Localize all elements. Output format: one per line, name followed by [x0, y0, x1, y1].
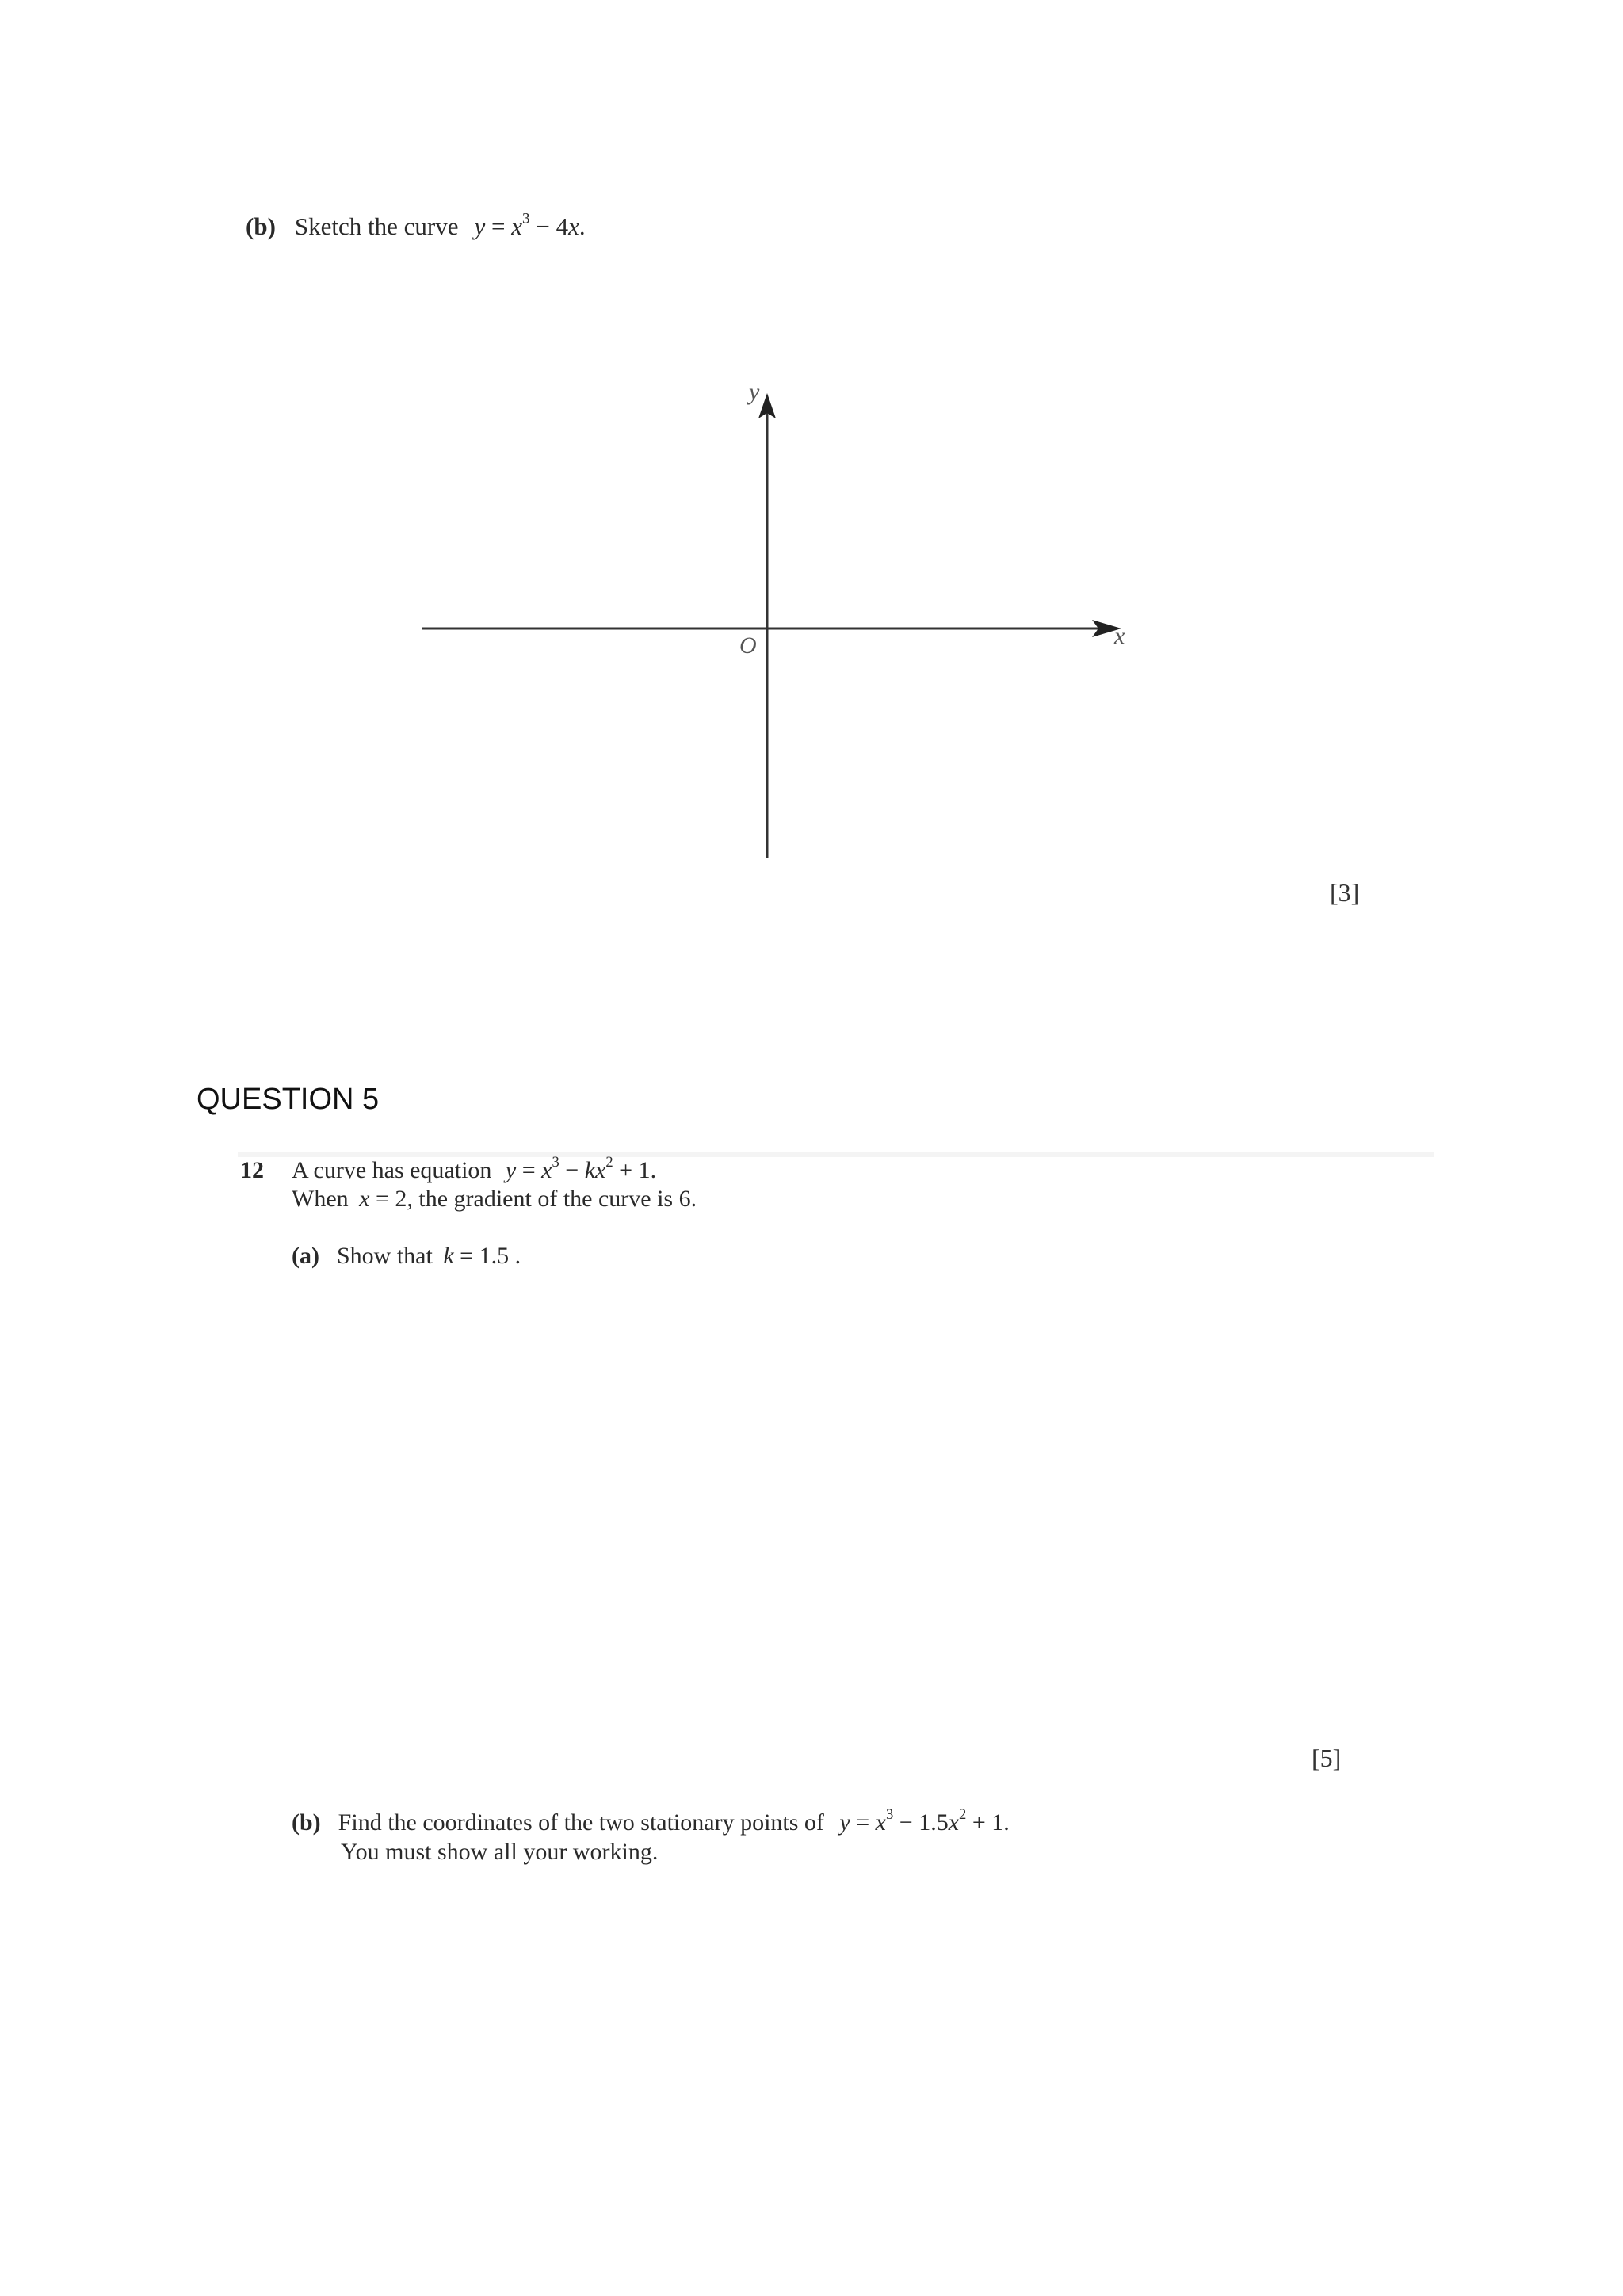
- part-a-instruction: (a) Show that k = 1.5 .: [292, 1243, 521, 1269]
- instruction-text: Sketch the curve: [294, 212, 459, 240]
- sketch-axes: [412, 372, 1173, 872]
- equation: $y = x^3 - 4x$.: [474, 210, 586, 240]
- stationary-equation: $y = x^3 - 1.5x^2 + 1$.: [839, 1806, 1010, 1836]
- question-stem-line2: When x = 2, the gradient of the curve is 6.: [292, 1186, 697, 1212]
- origin-label: O: [739, 632, 757, 659]
- part-b-instruction: (b) Find the coordinates of the two stationary points of $y = x^3 - 1.5x^2 + 1$.: [292, 1806, 1010, 1836]
- curve-equation: $y = x^3 - kx^2 + 1$.: [505, 1154, 657, 1183]
- part-label: (b): [246, 212, 276, 240]
- question-heading: QUESTION 5: [197, 1083, 380, 1116]
- part-label: (a): [292, 1243, 319, 1269]
- question-number: 12: [240, 1157, 264, 1183]
- part-label: (b): [292, 1809, 321, 1836]
- question-stem-line1: A curve has equation $y = x^3 - kx^2 + 1$.: [292, 1154, 657, 1183]
- marks-allocation: [3]: [1330, 878, 1360, 907]
- x-axis-label: x: [1114, 623, 1125, 649]
- part-b-instruction-line2: You must show all your working.: [341, 1839, 659, 1865]
- y-axis-label: y: [749, 379, 760, 405]
- marks-allocation: [5]: [1312, 1744, 1342, 1772]
- part-b-sketch-instruction: [246, 212, 586, 241]
